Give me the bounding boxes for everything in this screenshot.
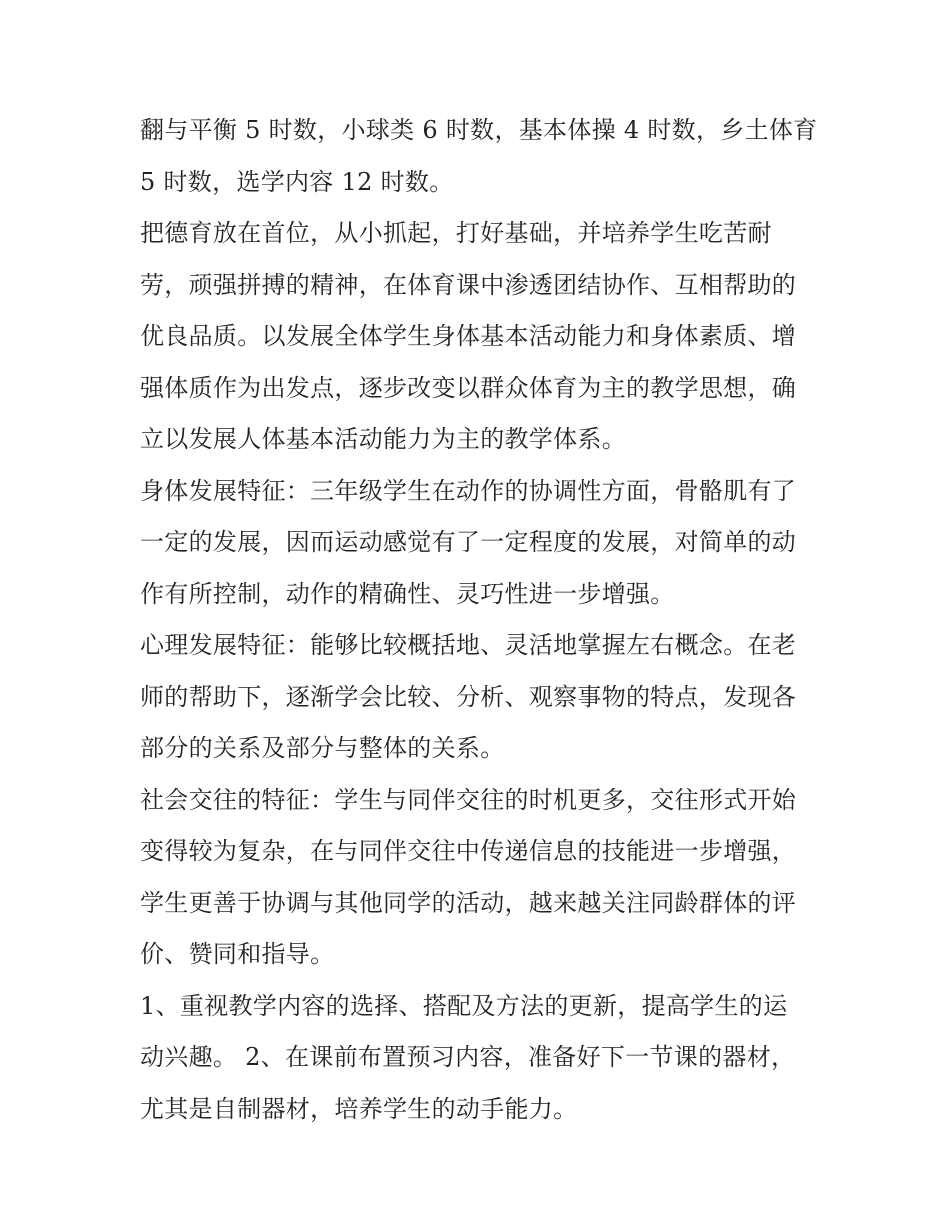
text-line: 立以发展人体基本活动能力为主的教学体系。 — [140, 425, 626, 453]
text-line: 把德育放在首位，从小抓起，打好基础，并培养学生吃苦耐 — [140, 219, 772, 247]
text-line: 一定的发展，因而运动感觉有了一定程度的发展，对简单的动 — [140, 528, 797, 556]
text-line: 强体质作为出发点，逐步改变以群众体育为主的教学思想，确 — [140, 373, 797, 402]
text-line: 学生更善于协调与其他同学的活动，越来越关注同龄群体的评 — [140, 888, 797, 917]
text-line: 作有所控制，动作的精确性、灵巧性进一步增强。 — [140, 579, 675, 608]
text-line: 翻与平衡 5 时数，小球类 6 时数，基本体操 4 时数，乡土体育 — [140, 116, 818, 144]
text-line: 1、重视教学内容的选择、搭配及方法的更新，提高学生的运 — [140, 991, 788, 1020]
text-line: 社会交往的特征：学生与同伴交往的时机更多，交往形式开始 — [140, 785, 797, 814]
text-line: 劳，顽强拼搏的精神，在体育课中渗透团结协作、互相帮助的 — [140, 270, 797, 299]
text-line: 部分的关系及部分与整体的关系。 — [140, 734, 505, 762]
document-body — [140, 105, 820, 1135]
text-line: 变得较为复杂，在与同伴交往中传递信息的技能进一步增强， — [140, 837, 797, 865]
text-line: 心理发展特征：能够比较概括地、灵活地掌握左右概念。在老 — [140, 631, 797, 659]
text-line: 身体发展特征：三年级学生在动作的协调性方面，骨骼肌有了 — [140, 476, 797, 505]
text-line: 尤其是自制器材，培养学生的动手能力。 — [140, 1094, 578, 1123]
text-line: 师的帮助下，逐渐学会比较、分析、观察事物的特点，发现各 — [140, 682, 797, 711]
text-line: 优良品质。以发展全体学生身体基本活动能力和身体素质、增 — [140, 322, 797, 350]
text-line: 5 时数，选学内容 12 时数。 — [140, 167, 454, 196]
text-line: 价、赞同和指导。 — [140, 940, 335, 968]
text-line: 动兴趣。 2、在课前布置预习内容，准备好下一节课的器材， — [140, 1043, 796, 1071]
